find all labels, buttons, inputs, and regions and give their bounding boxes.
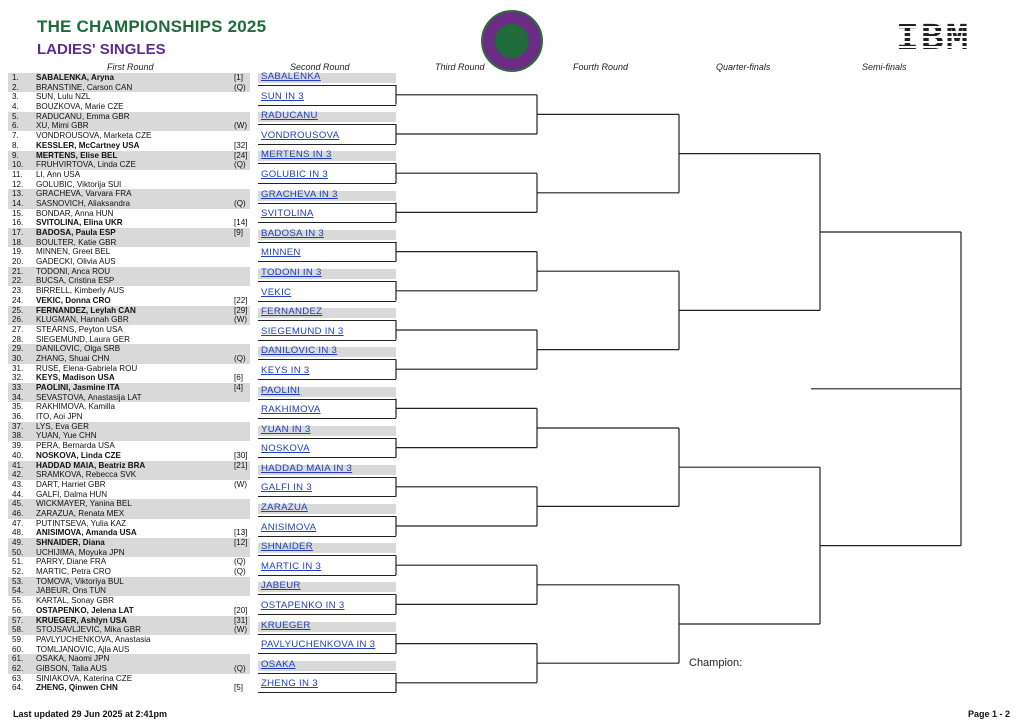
player-name: BIRRELL, Kimberly AUS — [36, 286, 125, 296]
player-name: GRACHEVA, Varvara FRA — [36, 189, 132, 199]
winner-link[interactable]: YUAN IN 3 — [261, 423, 311, 435]
player-number: 18. — [12, 237, 24, 247]
player-seed: [32] — [234, 140, 248, 150]
player-number: 11. — [12, 169, 23, 179]
player-name: ZHANG, Shuai CHN — [36, 353, 110, 363]
winner-link[interactable]: SHNAIDER — [261, 541, 313, 553]
player-number: 25. — [12, 305, 24, 315]
player-number: 29. — [12, 344, 24, 354]
player-name: KARTAL, Sonay GBR — [36, 596, 114, 606]
player-name: ITO, Aoi JPN — [36, 412, 83, 422]
champion-label: Champion: — [689, 657, 743, 669]
round-label-semi: Semi-finals — [862, 62, 907, 72]
player-name: KLUGMAN, Hannah GBR — [36, 315, 129, 325]
winner-link[interactable]: NOSKOVA — [261, 443, 310, 455]
player-name: XU, Mimi GBR — [36, 121, 89, 131]
winner-link[interactable]: MARTIC IN 3 — [261, 560, 322, 572]
winner-link[interactable]: MINNEN — [261, 247, 301, 259]
player-name: VEKIC, Donna CRO — [36, 295, 111, 305]
player-name: SRAMKOVA, Rebecca SVK — [36, 470, 137, 480]
player-number: 13. — [12, 189, 24, 199]
player-number: 48. — [12, 528, 24, 538]
player-seed: [29] — [234, 305, 248, 315]
player-seed: [22] — [234, 295, 248, 305]
player-number: 38. — [12, 431, 24, 441]
winner-link[interactable]: SUN IN 3 — [261, 90, 304, 102]
player-name: VONDROUSOVA, Marketa CZE — [36, 131, 152, 141]
winner-link[interactable]: ZHENG IN 3 — [261, 678, 318, 690]
player-number: 4. — [12, 102, 19, 112]
player-number: 46. — [12, 508, 24, 518]
player-name: MARTIC, Petra CRO — [36, 567, 111, 577]
player-number: 17. — [12, 228, 24, 237]
player-number: 1. — [12, 73, 19, 82]
winner-link[interactable]: DANILOVIC IN 3 — [261, 345, 338, 357]
player-name: SHNAIDER, Diana — [36, 538, 105, 547]
player-name: KEYS, Madison USA — [36, 373, 115, 383]
player-name: SASNOVICH, Aliaksandra — [36, 198, 131, 208]
player-name: ANISIMOVA, Amanda USA — [36, 528, 137, 538]
player-name: OSTAPENKO, Jelena LAT — [36, 605, 134, 615]
winner-link[interactable]: RAKHIMOVA — [261, 404, 321, 416]
player-number: 2. — [12, 82, 19, 92]
player-name: TOMLJANOVIC, Ajla AUS — [36, 644, 130, 654]
player-seed: [6] — [234, 373, 243, 383]
player-name: LYS, Eva GER — [36, 421, 89, 431]
player-seed: [12] — [234, 538, 248, 547]
player-number: 14. — [12, 198, 24, 208]
player-number: 21. — [12, 266, 24, 276]
player-name: SUN, Lulu NZL — [36, 92, 91, 102]
player-seed: (Q) — [234, 82, 246, 92]
round-label-third: Third Round — [435, 62, 485, 72]
page-number: Page 1 - 2 — [968, 709, 1011, 719]
ibm-logo: IBM — [896, 18, 971, 61]
player-number: 60. — [12, 644, 24, 654]
player-name: BONDAR, Anna HUN — [36, 208, 114, 218]
winner-link[interactable]: PAOLINI — [261, 384, 301, 396]
winner-link[interactable]: GOLUBIC IN 3 — [261, 168, 329, 180]
winner-link[interactable]: BADOSA IN 3 — [261, 227, 325, 239]
player-name: PAVLYUCHENKOVA, Anastasia — [36, 634, 151, 644]
player-name: HADDAD MAIA, Beatriz BRA — [36, 460, 146, 470]
player-seed: [1] — [234, 73, 243, 82]
player-name: DANILOVIC, Olga SRB — [36, 344, 121, 354]
player-number: 34. — [12, 392, 24, 402]
player-seed: [14] — [234, 218, 248, 228]
winner-link[interactable]: PAVLYUCHENKOVA IN 3 — [261, 639, 376, 651]
player-number: 53. — [12, 576, 24, 586]
winner-link[interactable]: VEKIC — [261, 286, 292, 298]
player-seed: [9] — [234, 228, 243, 237]
last-updated: Last updated 29 Jun 2025 at 2:41pm — [13, 709, 168, 719]
player-number: 15. — [12, 208, 24, 218]
player-number: 16. — [12, 218, 24, 228]
player-number: 57. — [12, 615, 24, 625]
player-name: MERTENS, Elise BEL — [36, 150, 118, 160]
winner-link[interactable]: GALFI IN 3 — [261, 482, 312, 494]
winner-link[interactable]: RADUCANU — [261, 110, 318, 122]
player-seed: (W) — [234, 479, 248, 489]
player-number: 52. — [12, 567, 24, 577]
player-name: WICKMAYER, Yanina BEL — [36, 499, 132, 509]
player-seed: [30] — [234, 450, 248, 460]
player-name: PAOLINI, Jasmine ITA — [36, 383, 120, 392]
player-name: JABEUR, Ons TUN — [36, 586, 107, 596]
winner-link[interactable]: KRUEGER — [261, 619, 311, 631]
player-name: RAKHIMOVA, Kamilla — [36, 402, 116, 412]
player-name: FRUHVIRTOVA, Linda CZE — [36, 160, 136, 170]
player-name: GOLUBIC, Viktorija SUI — [36, 179, 122, 189]
player-seed: [20] — [234, 605, 248, 615]
player-number: 45. — [12, 499, 24, 509]
player-name: SINIAKOVA, Katerina CZE — [36, 673, 133, 683]
player-seed: (W) — [234, 315, 248, 325]
player-number: 20. — [12, 257, 24, 267]
winner-link[interactable]: ZARAZUA — [261, 502, 308, 514]
player-seed: [31] — [234, 615, 248, 625]
player-name: FERNANDEZ, Leylah CAN — [36, 305, 136, 315]
player-number: 40. — [12, 450, 24, 460]
winner-link[interactable]: ANISIMOVA — [261, 521, 317, 533]
player-seed: [13] — [234, 528, 248, 538]
player-number: 22. — [12, 276, 24, 286]
player-seed: (Q) — [234, 557, 246, 567]
page-title: THE CHAMPIONSHIPS 2025 — [37, 17, 267, 36]
player-name: PUTINTSEVA, Yulia KAZ — [36, 518, 127, 528]
player-name: BOULTER, Katie GBR — [36, 237, 117, 247]
player-number: 9. — [12, 150, 19, 160]
player-name: RADUCANU, Emma GBR — [36, 111, 130, 121]
player-name: KRUEGER, Ashlyn USA — [36, 615, 127, 625]
winner-link[interactable]: SVITOLINA — [261, 208, 314, 220]
player-number: 3. — [12, 92, 19, 102]
player-name: BADOSA, Paula ESP — [36, 228, 116, 237]
player-number: 59. — [12, 634, 24, 644]
player-number: 23. — [12, 286, 24, 296]
player-name: GIBSON, Talia AUS — [36, 663, 107, 673]
player-number: 41. — [12, 460, 24, 470]
player-name: RUSE, Elena-Gabriela ROU — [36, 363, 138, 373]
player-number: 63. — [12, 673, 24, 683]
player-name: SIEGEMUND, Laura GER — [36, 334, 131, 344]
player-number: 6. — [12, 121, 19, 131]
player-number: 37. — [12, 421, 24, 431]
round-label-quarter: Quarter-finals — [716, 62, 771, 72]
player-seed: (Q) — [234, 198, 246, 208]
player-number: 54. — [12, 586, 24, 596]
player-number: 27. — [12, 324, 24, 334]
winner-link[interactable]: GRACHEVA IN 3 — [261, 188, 338, 200]
player-number: 36. — [12, 412, 24, 422]
player-name: GADECKI, Olivia AUS — [36, 257, 116, 267]
event-subtitle: LADIES' SINGLES — [37, 41, 166, 58]
player-number: 55. — [12, 596, 24, 606]
round-label-fourth: Fourth Round — [573, 62, 629, 72]
player-name: ZHENG, Qinwen CHN — [36, 683, 118, 693]
player-name: TODONI, Anca ROU — [36, 266, 111, 276]
player-number: 31. — [12, 363, 24, 373]
player-name: PERA, Bernarda USA — [36, 441, 115, 451]
winner-link[interactable]: JABEUR — [261, 580, 301, 592]
player-number: 30. — [12, 353, 24, 363]
winner-link[interactable]: TODONI IN 3 — [261, 266, 322, 278]
player-number: 12. — [12, 179, 24, 189]
player-number: 49. — [12, 538, 24, 547]
player-name: ZARAZUA, Renata MEX — [36, 508, 125, 518]
winner-link[interactable]: OSTAPENKO IN 3 — [261, 600, 345, 612]
player-number: 33. — [12, 383, 24, 392]
player-name: DART, Harriet GBR — [36, 479, 106, 489]
player-number: 8. — [12, 140, 19, 150]
player-number: 7. — [12, 131, 19, 141]
winner-link[interactable]: SIEGEMUND IN 3 — [261, 325, 344, 337]
player-name: UCHIJIMA, Moyuka JPN — [36, 547, 125, 557]
player-number: 64. — [12, 683, 24, 693]
player-name: BOUZKOVA, Marie CZE — [36, 102, 124, 112]
player-seed: (W) — [234, 121, 248, 131]
player-seed: [21] — [234, 460, 248, 470]
winner-link[interactable]: MERTENS IN 3 — [261, 149, 332, 161]
player-name: SABALENKA, Aryna — [36, 73, 114, 82]
player-number: 28. — [12, 334, 24, 344]
player-number: 47. — [12, 518, 24, 528]
player-seed: [5] — [234, 683, 243, 693]
player-seed: [4] — [234, 383, 243, 392]
player-number: 10. — [12, 160, 24, 170]
player-name: PARRY, Diane FRA — [36, 557, 107, 567]
winner-link[interactable]: SABALENKA — [261, 71, 321, 82]
player-number: 39. — [12, 441, 24, 451]
player-name: SEVASTOVA, Anastasija LAT — [36, 392, 142, 402]
player-seed: (Q) — [234, 160, 246, 170]
player-number: 5. — [12, 111, 19, 121]
player-name: TOMOVA, Viktoriya BUL — [36, 576, 124, 586]
player-name: BRANSTINE, Carson CAN — [36, 82, 133, 92]
player-seed: (W) — [234, 625, 248, 635]
player-name: OSAKA, Naomi JPN — [36, 654, 110, 664]
player-number: 56. — [12, 605, 24, 615]
player-number: 43. — [12, 479, 24, 489]
player-name: SVITOLINA, Elina UKR — [36, 218, 123, 228]
winner-link[interactable]: VONDROUSOVA — [261, 129, 340, 141]
player-seed: (Q) — [234, 353, 246, 363]
player-name: BUCSA, Cristina ESP — [36, 276, 115, 286]
player-name: YUAN, Yue CHN — [36, 431, 97, 441]
player-name: NOSKOVA, Linda CZE — [36, 450, 121, 460]
round-label-first: First Round — [107, 62, 154, 72]
player-seed: [24] — [234, 150, 248, 160]
player-name: KESSLER, McCartney USA — [36, 140, 140, 150]
player-number: 50. — [12, 547, 24, 557]
player-name: STOJSAVLJEVIC, Mika GBR — [36, 625, 141, 635]
player-name: GALFI, Dalma HUN — [36, 489, 108, 499]
player-number: 42. — [12, 470, 24, 480]
winner-link[interactable]: KEYS IN 3 — [261, 364, 310, 376]
player-number: 26. — [12, 315, 24, 325]
player-name: LI, Ann USA — [36, 169, 81, 179]
player-number: 44. — [12, 489, 24, 499]
player-seed: (Q) — [234, 663, 246, 673]
player-seed: (Q) — [234, 567, 246, 577]
player-name: STEARNS, Peyton USA — [36, 324, 123, 334]
round-label-second: Second Round — [290, 62, 350, 72]
player-number: 32. — [12, 373, 24, 383]
player-number: 61. — [12, 654, 24, 664]
player-number: 58. — [12, 625, 24, 635]
player-number: 35. — [12, 402, 24, 412]
player-number: 19. — [12, 247, 24, 257]
player-number: 51. — [12, 557, 24, 567]
winner-link[interactable]: OSAKA — [261, 658, 296, 670]
winner-link[interactable]: FERNANDEZ — [261, 306, 323, 318]
winner-link[interactable]: HADDAD MAIA IN 3 — [261, 462, 353, 474]
player-number: 24. — [12, 295, 24, 305]
player-name: MINNEN, Greet BEL — [36, 247, 111, 257]
player-number: 62. — [12, 663, 24, 673]
